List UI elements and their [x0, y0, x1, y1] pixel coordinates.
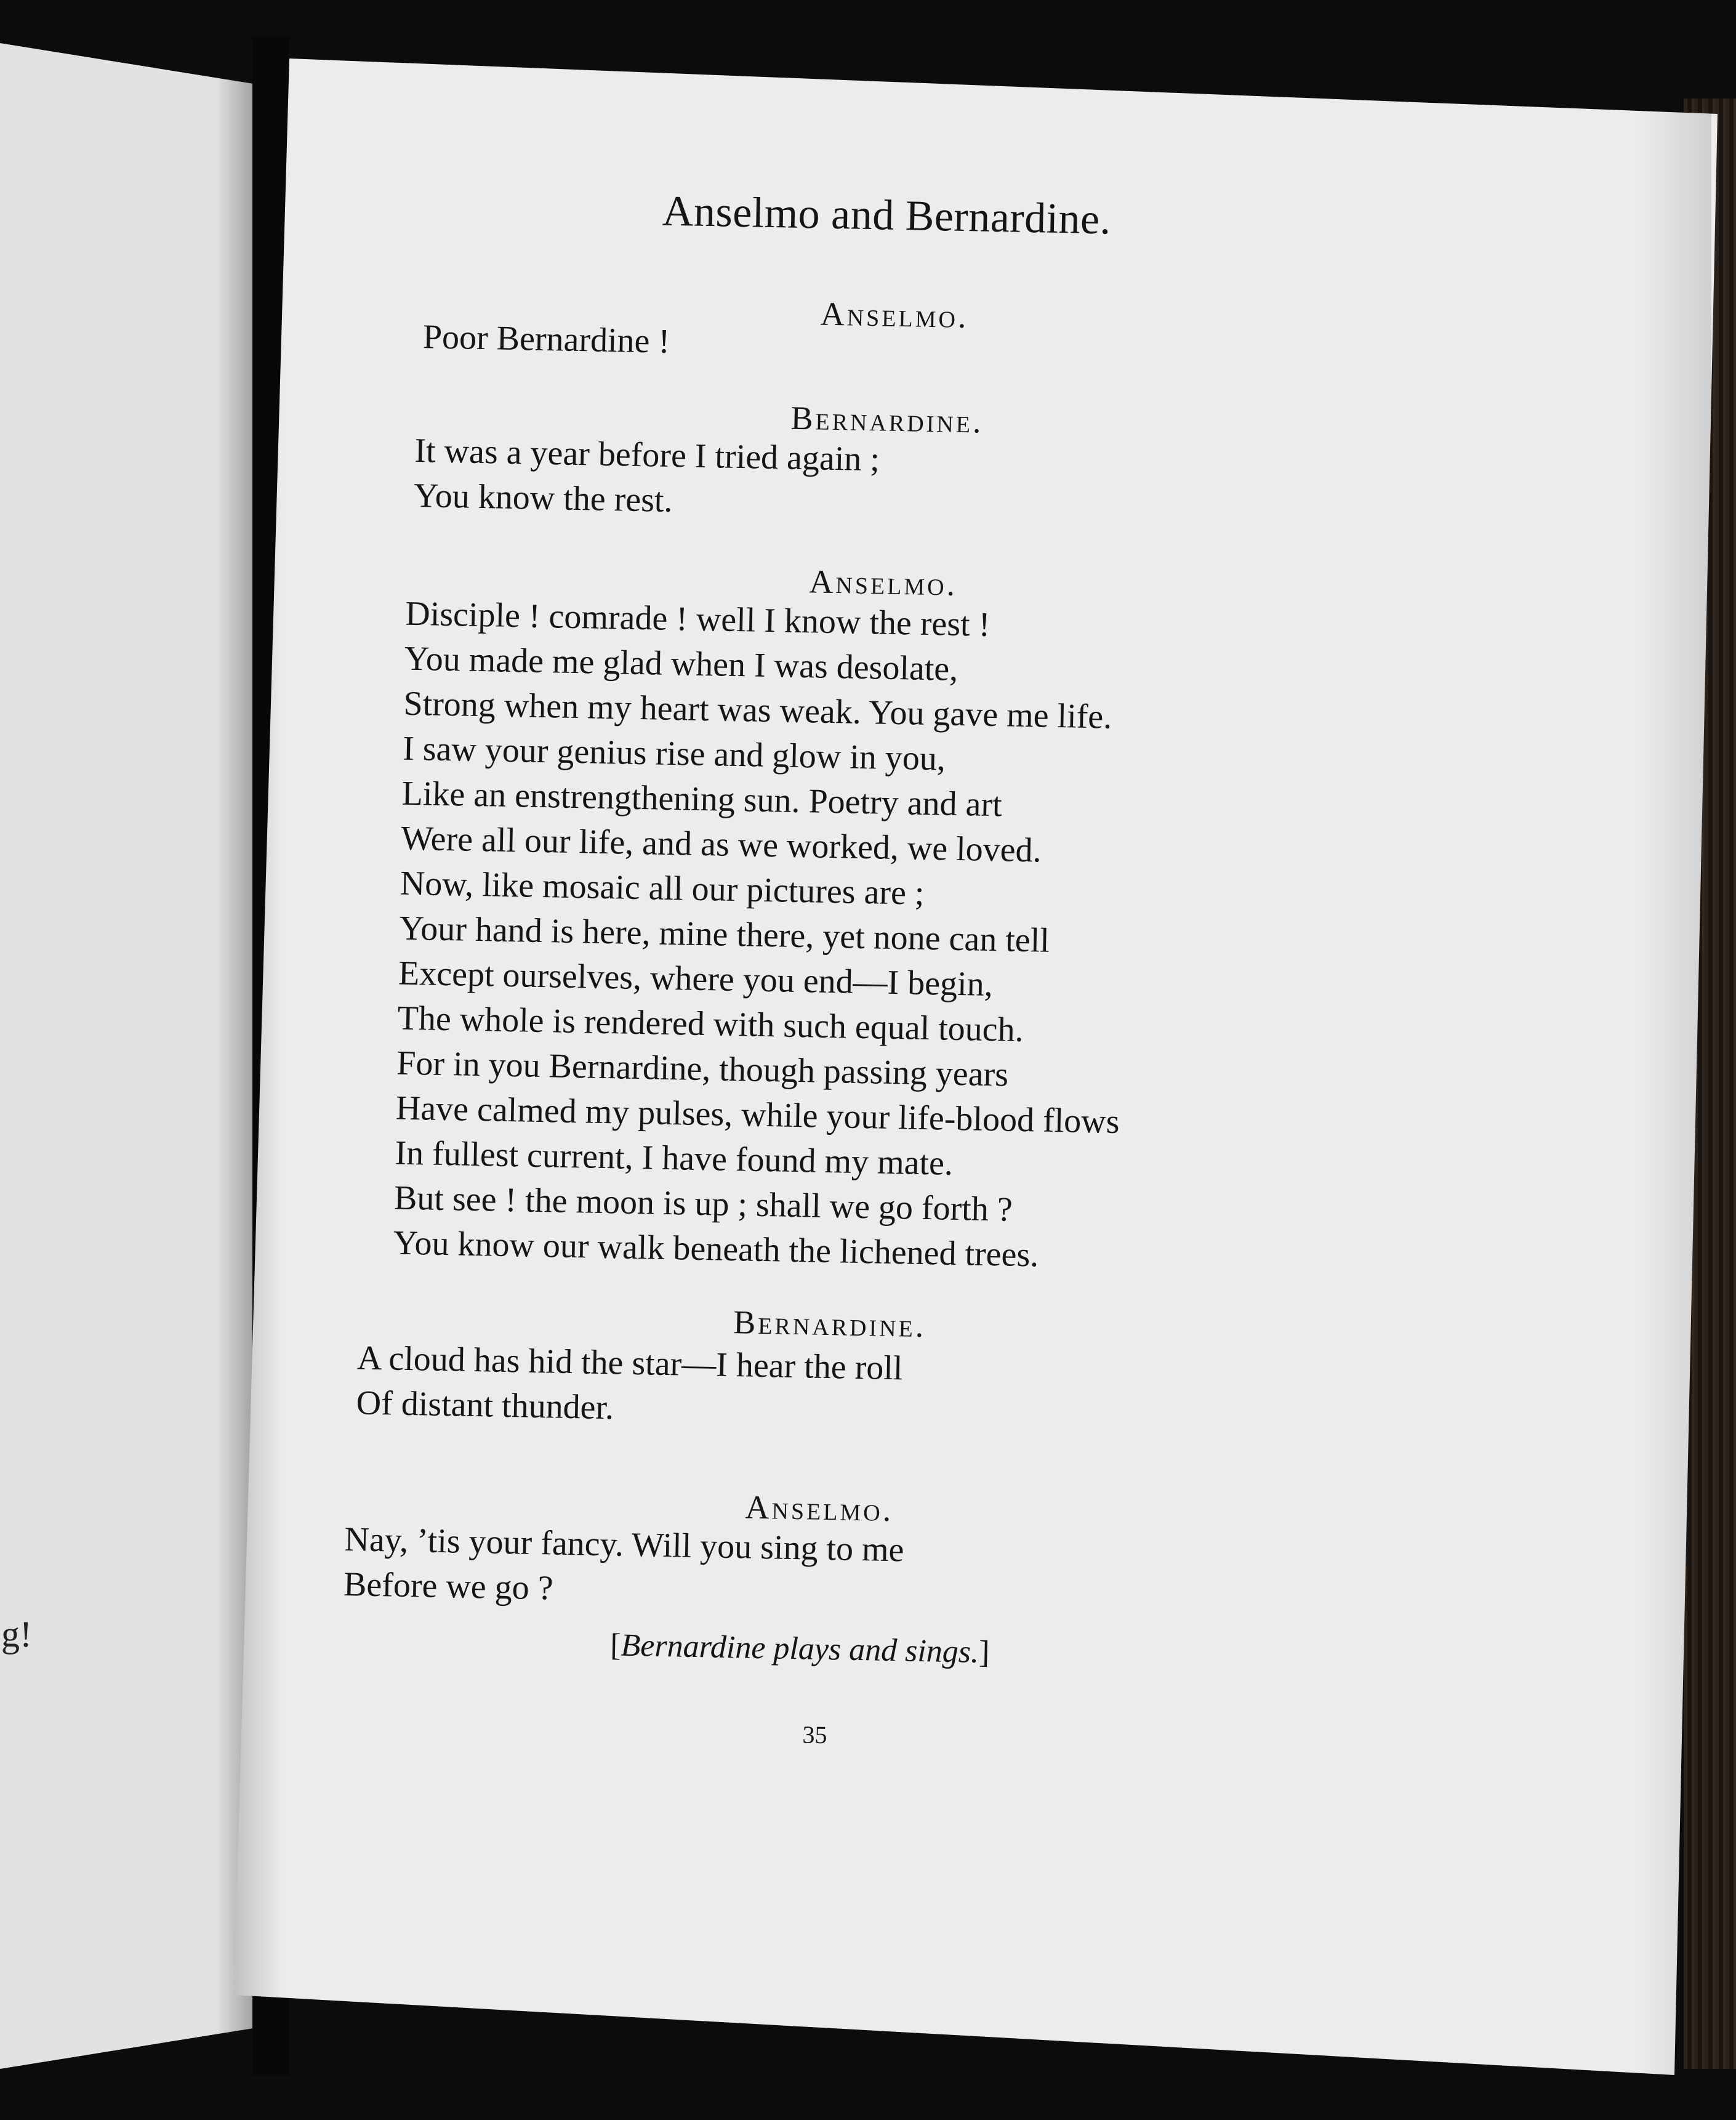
stage-bracket-close: ]: [978, 1634, 990, 1671]
verse-block: [393, 592, 1130, 1280]
verse-line: Before we go ?: [343, 1565, 554, 1608]
speaker-name: Anselmo.: [808, 563, 958, 603]
verse-line: Have calmed my pulses, while your life-blood flows: [395, 1089, 1120, 1142]
verse-line: You made me glad when I was desolate,: [404, 639, 958, 688]
verse-line: The whole is rendered with such equal touch.: [397, 999, 1024, 1050]
verse-line: Strong when my heart was weak. You gave me life.: [403, 684, 1112, 736]
verse-line: I saw your genius rise and glow in you,: [402, 729, 946, 778]
speaker-name: Anselmo.: [820, 295, 970, 336]
stage-direction: [610, 1627, 990, 1671]
speaker-name: Bernardine.: [790, 399, 984, 440]
stage-bracket-open: [: [609, 1627, 622, 1663]
verse-line: Poor Bernardine !: [422, 318, 670, 361]
verse-block: [422, 315, 670, 365]
speaker-name: Bernardine.: [733, 1304, 926, 1345]
verse-line: Nay, ’tis your fancy. Will you sing to me: [344, 1520, 905, 1570]
verse-block: [356, 1336, 903, 1436]
verse-line: For in you Bernardine, though passing years: [396, 1044, 1009, 1094]
stage-action: plays and sings.: [765, 1630, 979, 1670]
speaker-name: Anselmo.: [745, 1488, 894, 1529]
verse-line: Like an enstrengthening sun. Poetry and art: [401, 774, 1003, 824]
verse-line: A cloud has hid the star—I hear the roll: [356, 1339, 904, 1388]
page-title: Anselmo and Bernardine.: [662, 187, 1112, 244]
verse-block: [413, 429, 880, 527]
verse-block: [343, 1517, 904, 1618]
verse-line: It was a year before I tried again ;: [414, 431, 880, 479]
verse-line: Disciple ! comrade ! well I know the rest !: [404, 594, 991, 644]
verse-line: Your hand is here, mine there, yet none can tell: [398, 909, 1050, 960]
verse-line: Except ourselves, where you end—I begin,: [398, 954, 994, 1004]
verse-line: Now, like mosaic all our pictures are ;: [400, 864, 925, 913]
verse-line: You know the rest.: [413, 476, 673, 520]
page-number: 35: [802, 1720, 827, 1749]
verse-line: Were all our life, and as we worked, we loved.: [400, 819, 1042, 870]
verse-line: In fullest current, I have found my mate.: [394, 1134, 954, 1183]
verse-line: You know our walk beneath the lichened trees.: [393, 1223, 1039, 1275]
stage-character: Bernardine: [621, 1627, 766, 1666]
verse-line: But see ! the moon is up ; shall we go forth ?: [393, 1179, 1013, 1229]
previous-page-text-fragment: g!: [1, 1614, 32, 1654]
verse-line: Of distant thunder.: [356, 1384, 614, 1427]
